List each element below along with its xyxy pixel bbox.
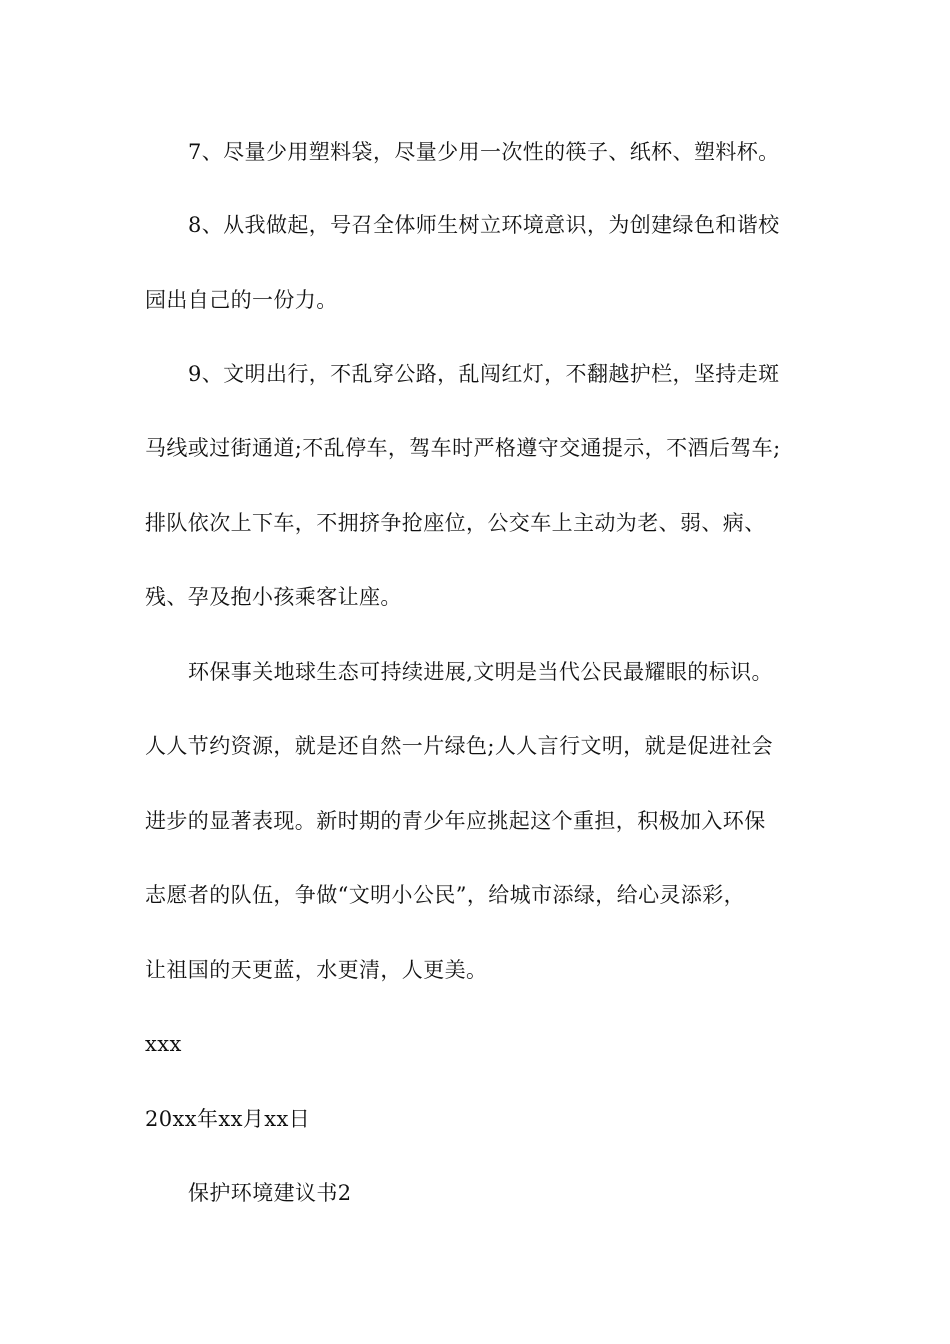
paragraph-line-5: 让祖国的天更蓝，水更清，人更美。: [145, 958, 488, 982]
paragraph-line-2: 人人节约资源，就是还自然一片绿色;人人言行文明，就是促进社会: [145, 734, 774, 758]
paragraph-line-3: 进步的显著表现。新时期的青少年应挑起这个重担，积极加入环保: [145, 809, 766, 833]
list-item-8-line-1: 8、从我做起，号召全体师生树立环境意识，为创建绿色和谐校: [188, 213, 780, 237]
list-item-9-line-4: 残、孕及抱小孩乘客让座。: [145, 585, 402, 609]
list-item-9-line-3: 排队依次上下车，不拥挤争抢座位，公交车上主动为老、弱、病、: [145, 511, 766, 535]
paragraph-line-1: 环保事关地球生态可持续进展,文明是当代公民最耀眼的标识。: [188, 660, 773, 684]
list-item-7: 7、尽量少用塑料袋，尽量少用一次性的筷子、纸杯、塑料杯。: [188, 140, 780, 164]
signature-name: xxx: [145, 1032, 182, 1056]
signature-date: 20xx年xx月xx日: [145, 1107, 311, 1131]
list-item-9-line-1: 9、文明出行，不乱穿公路，乱闯红灯，不翻越护栏，坚持走斑: [188, 362, 780, 386]
paragraph-line-4: 志愿者的队伍，争做“文明小公民”，给城市添绿，给心灵添彩，: [145, 883, 746, 907]
list-item-8-line-2: 园出自己的一份力。: [145, 288, 338, 312]
section-title: 保护环境建议书2: [188, 1181, 352, 1205]
list-item-9-line-2: 马线或过街通道;不乱停车，驾车时严格遵守交通提示，不酒后驾车;: [145, 436, 781, 460]
